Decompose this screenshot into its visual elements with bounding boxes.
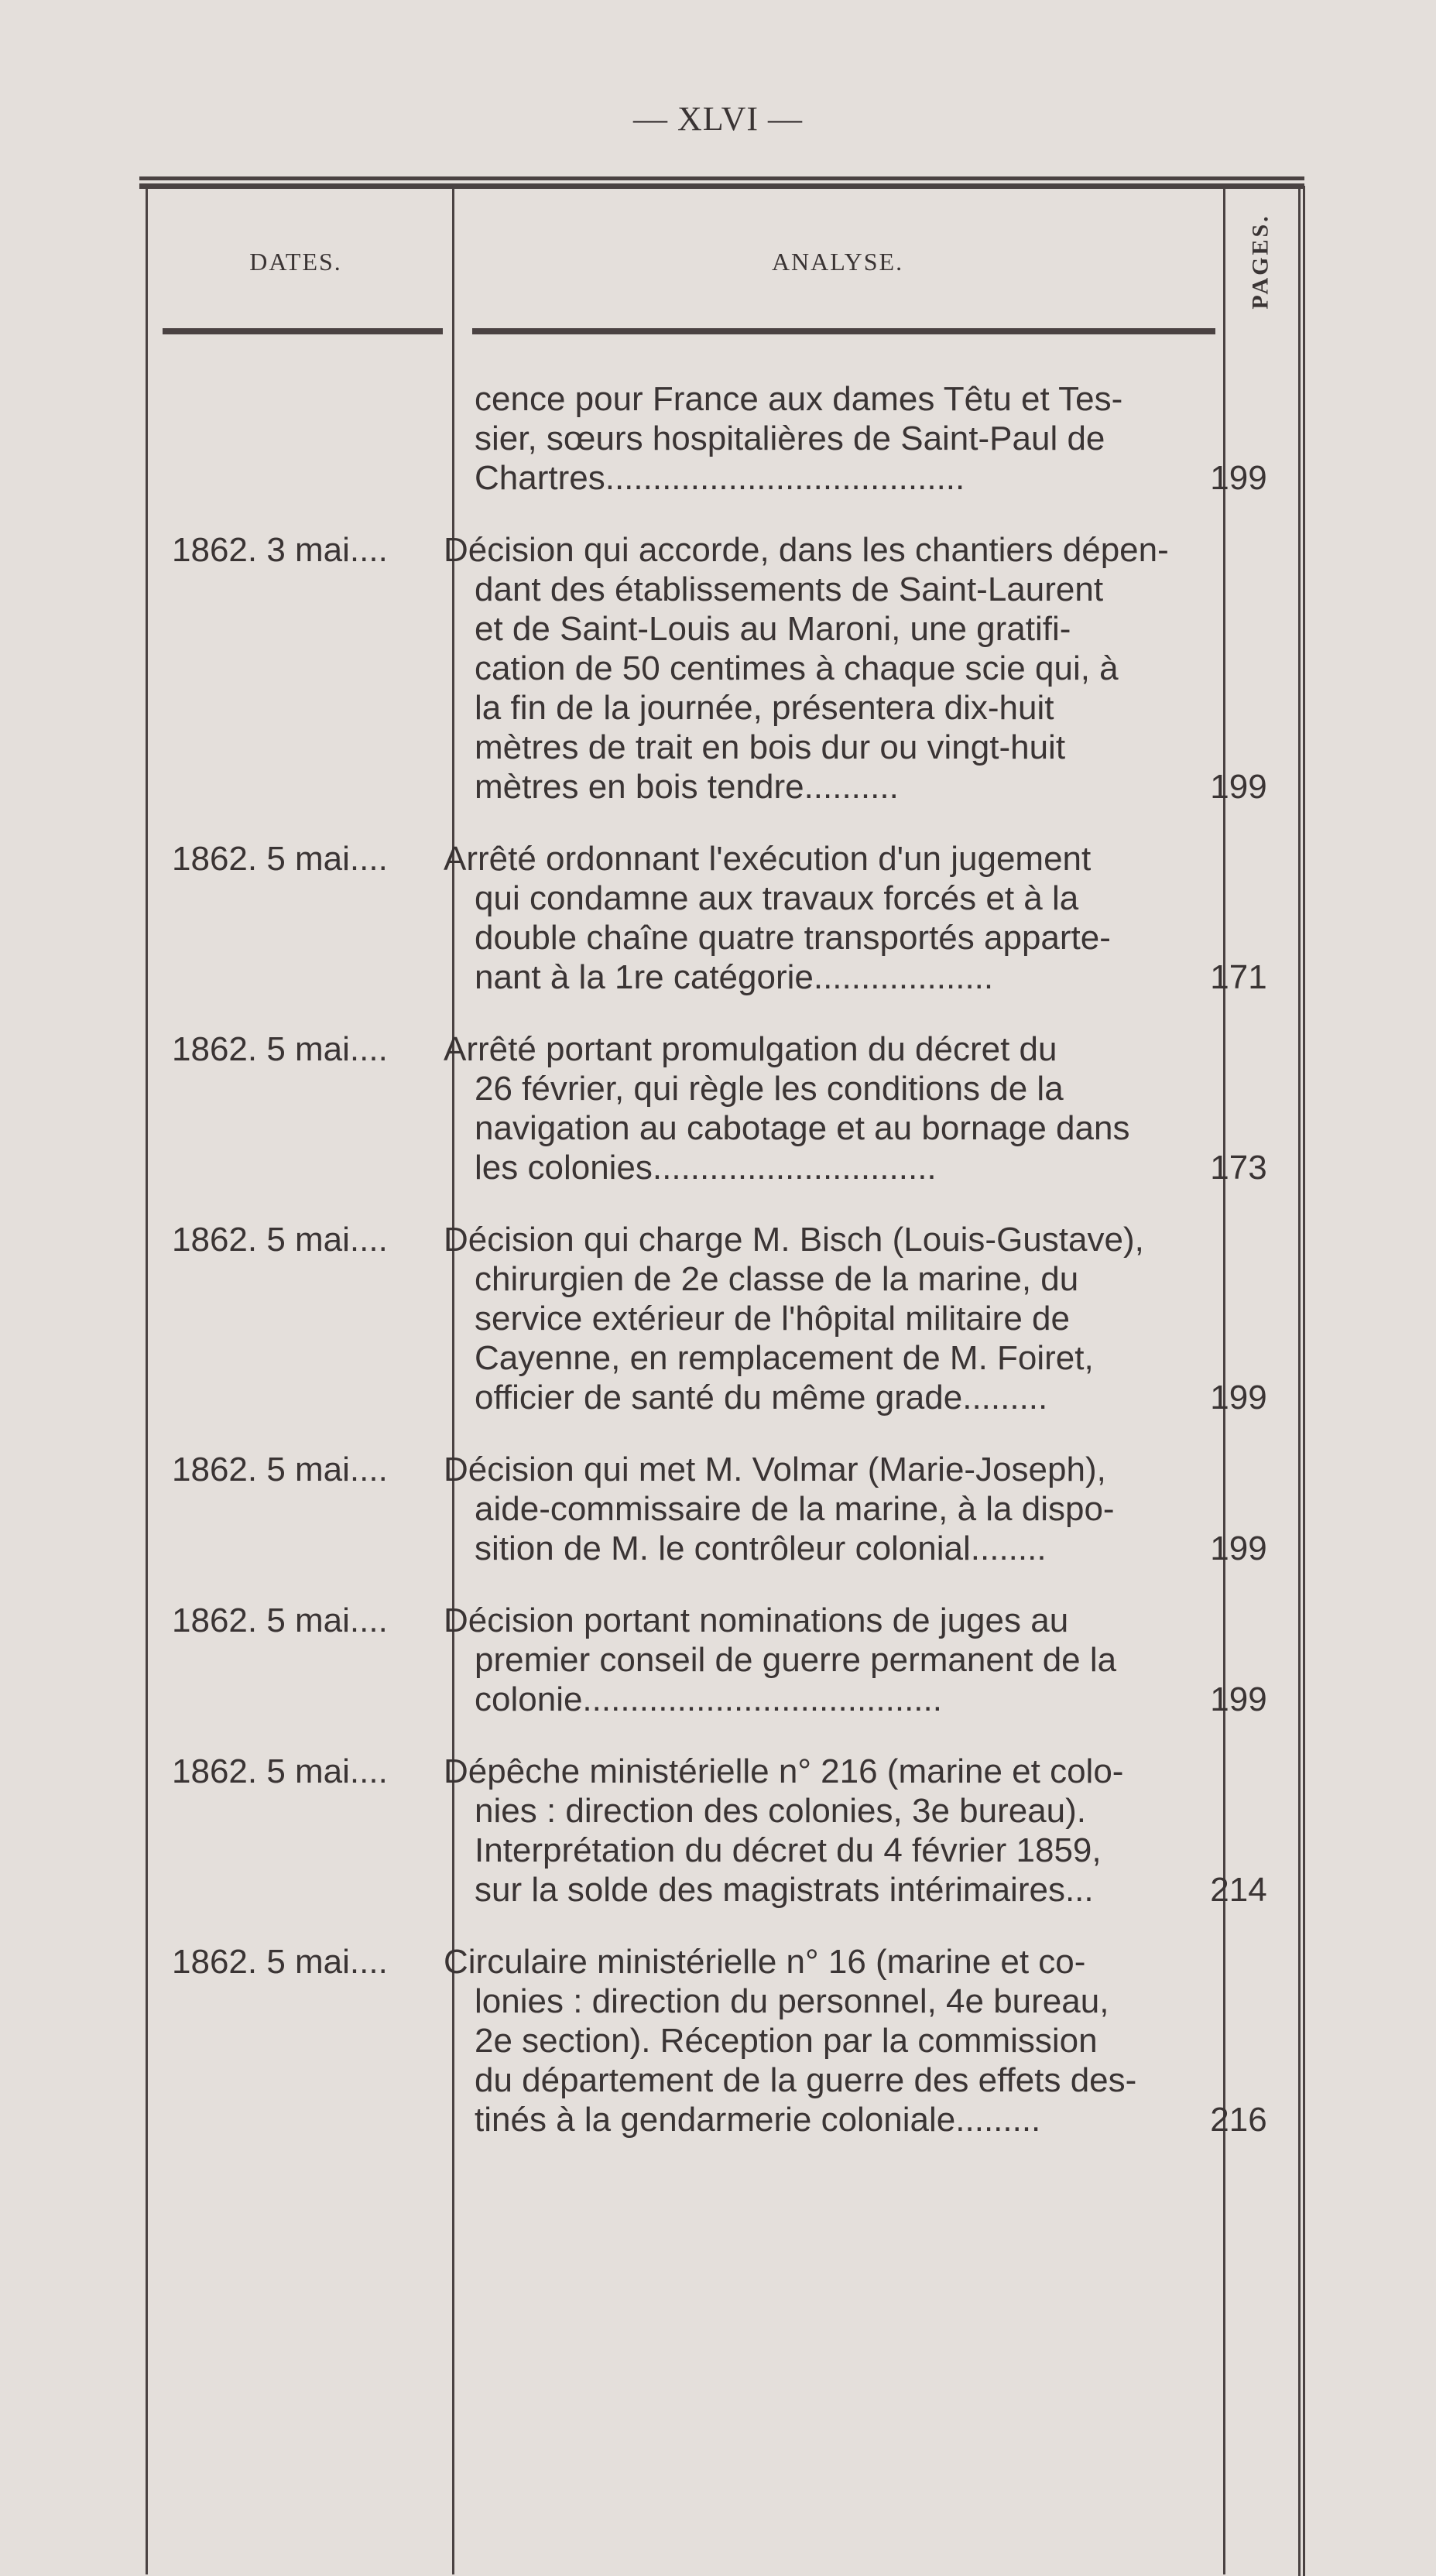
header-analyse: ANALYSE. (771, 248, 904, 276)
entry-analyse-line: mètres en bois tendre.......... (475, 768, 899, 806)
entry-gap (139, 1187, 1304, 1220)
entry-analyse-line: Chartres...................................... (475, 459, 965, 497)
entry-analyse-line: les colonies.............................. (475, 1149, 937, 1187)
entry-analyse-line: Interprétation du décret du 4 février 1859, (475, 1831, 1102, 1869)
entry-date: 1862. 5 mai.... (172, 1943, 388, 1981)
entry-page: 171 (1210, 958, 1267, 996)
entry-row (139, 379, 1304, 498)
entry-page: 199 (1210, 768, 1267, 806)
entry-analyse-line: du département de la guerre des effets des- (475, 2061, 1137, 2099)
entries-list (139, 379, 1304, 2172)
entry-analyse (430, 1450, 1196, 1568)
entry-gap (139, 498, 1304, 530)
entry-gap (139, 1417, 1304, 1450)
entry-page-cell (1196, 1601, 1281, 1719)
entry-analyse (430, 1601, 1196, 1719)
header-pages (1223, 200, 1298, 324)
entry-row (139, 1450, 1304, 1568)
entry-analyse-line: cation de 50 centimes à chaque scie qui, à (475, 649, 1119, 687)
entry-analyse-line: Cayenne, en remplacement de M. Foiret, (475, 1339, 1094, 1377)
entry-row (139, 530, 1304, 807)
entry-analyse-line: nant à la 1re catégorie................... (475, 958, 994, 996)
header-rule-dates (163, 328, 443, 334)
entry-analyse (430, 379, 1196, 498)
entry-analyse-line: Décision qui accorde, dans les chantiers dépen- (444, 531, 1169, 569)
entry-gap (139, 997, 1304, 1029)
entry-analyse-line: et de Saint-Louis au Maroni, une gratifi- (475, 610, 1071, 648)
entry-page: 199 (1210, 1530, 1267, 1567)
entry-gap (139, 807, 1304, 839)
entry-page-cell (1196, 839, 1281, 997)
entry-row (139, 1942, 1304, 2139)
entry-analyse (430, 1220, 1196, 1417)
entry-analyse-line: sier, sœurs hospitalières de Saint-Paul de (475, 420, 1105, 457)
entry-analyse (430, 839, 1196, 997)
entry-page: 214 (1210, 1871, 1267, 1909)
entry-row (139, 1220, 1304, 1417)
entry-analyse-line: Arrêté ordonnant l'exécution d'un jugement (444, 840, 1092, 878)
header-rule-analyse (472, 328, 1215, 334)
entry-analyse-line: tinés à la gendarmerie coloniale......... (475, 2101, 1041, 2139)
entry-page: 199 (1210, 1379, 1267, 1416)
entry-page-cell (1196, 1752, 1281, 1910)
entry-analyse-line: Dépêche ministérielle n° 216 (marine et colo- (444, 1752, 1124, 1790)
entry-analyse-line: officier de santé du même grade......... (475, 1379, 1048, 1416)
entry-analyse (430, 530, 1196, 807)
page-number: — XLVI — (632, 100, 804, 138)
entry-page: 199 (1210, 1680, 1267, 1718)
entry-analyse-line: Arrêté portant promulgation du décret du (444, 1030, 1057, 1068)
entry-analyse-line: qui condamne aux travaux forcés et à la (475, 879, 1079, 917)
entry-analyse-line: mètres de trait en bois dur ou vingt-huit (475, 728, 1066, 766)
entry-page: 173 (1210, 1149, 1267, 1187)
entry-analyse (430, 1029, 1196, 1187)
entry-row (139, 839, 1304, 997)
entry-analyse-line: navigation au cabotage et au bornage dans (475, 1109, 1130, 1147)
entry-gap (139, 1910, 1304, 1942)
entry-date: 1862. 5 mai.... (172, 1601, 388, 1639)
entry-row (139, 1601, 1304, 1719)
entry-date: 1862. 5 mai.... (172, 1221, 388, 1259)
table-top-rule (139, 176, 1304, 189)
entry-gap (139, 2139, 1304, 2172)
header-dates: DATES. (249, 248, 342, 276)
entry-page: 199 (1210, 459, 1267, 497)
entry-analyse-line: lonies : direction du personnel, 4e bureau, (475, 1982, 1109, 2020)
entry-page: 216 (1210, 2101, 1267, 2139)
entry-analyse-line: Circulaire ministérielle n° 16 (marine et co- (444, 1943, 1086, 1981)
entry-page-cell (1196, 1029, 1281, 1187)
entry-analyse-line: service extérieur de l'hôpital militaire de (475, 1300, 1070, 1338)
entry-analyse-line: chirurgien de 2e classe de la marine, du (475, 1260, 1079, 1298)
entry-page-cell (1196, 1220, 1281, 1417)
entry-gap (139, 1568, 1304, 1601)
entry-row (139, 1752, 1304, 1910)
entry-analyse-line: colonie...................................... (475, 1680, 942, 1718)
header-pages-label: PAGES. (1247, 214, 1273, 310)
entry-gap (139, 1719, 1304, 1752)
entry-date: 1862. 3 mai.... (172, 531, 388, 569)
entry-page-cell (1196, 530, 1281, 807)
entry-analyse-line: Décision qui met M. Volmar (Marie-Joseph), (444, 1451, 1106, 1488)
entry-analyse-line: Décision portant nominations de juges au (444, 1601, 1069, 1639)
entry-analyse-line: dant des établissements de Saint-Laurent (475, 570, 1104, 608)
entry-analyse (430, 1942, 1196, 2139)
entry-analyse-line: 26 février, qui règle les conditions de la (475, 1070, 1064, 1108)
entry-page-cell (1196, 1942, 1281, 2139)
entry-analyse-line: sur la solde des magistrats intérimaires... (475, 1871, 1094, 1909)
entry-analyse-line: Décision qui charge M. Bisch (Louis-Gustave), (444, 1221, 1144, 1259)
entry-date: 1862. 5 mai.... (172, 1030, 388, 1068)
entry-date: 1862. 5 mai.... (172, 840, 388, 878)
entry-analyse-line: aide-commissaire de la marine, à la dispo- (475, 1490, 1115, 1528)
entry-date: 1862. 5 mai.... (172, 1752, 388, 1790)
entry-analyse-line: sition de M. le contrôleur colonial........ (475, 1530, 1047, 1567)
entry-date: 1862. 5 mai.... (172, 1451, 388, 1488)
entry-row (139, 1029, 1304, 1187)
entry-analyse-line: double chaîne quatre transportés apparte- (475, 919, 1111, 957)
entry-analyse-line: cence pour France aux dames Têtu et Tes- (475, 380, 1123, 418)
entry-analyse-line: la fin de la journée, présentera dix-huit (475, 689, 1054, 727)
entry-analyse-line: premier conseil de guerre permanent de la (475, 1641, 1117, 1679)
entry-analyse-line: 2e section). Réception par la commission (475, 2022, 1098, 2060)
entry-analyse-line: nies : direction des colonies, 3e bureau). (475, 1792, 1087, 1830)
entry-analyse (430, 1752, 1196, 1910)
entry-page-cell (1196, 379, 1281, 498)
entry-page-cell (1196, 1450, 1281, 1568)
